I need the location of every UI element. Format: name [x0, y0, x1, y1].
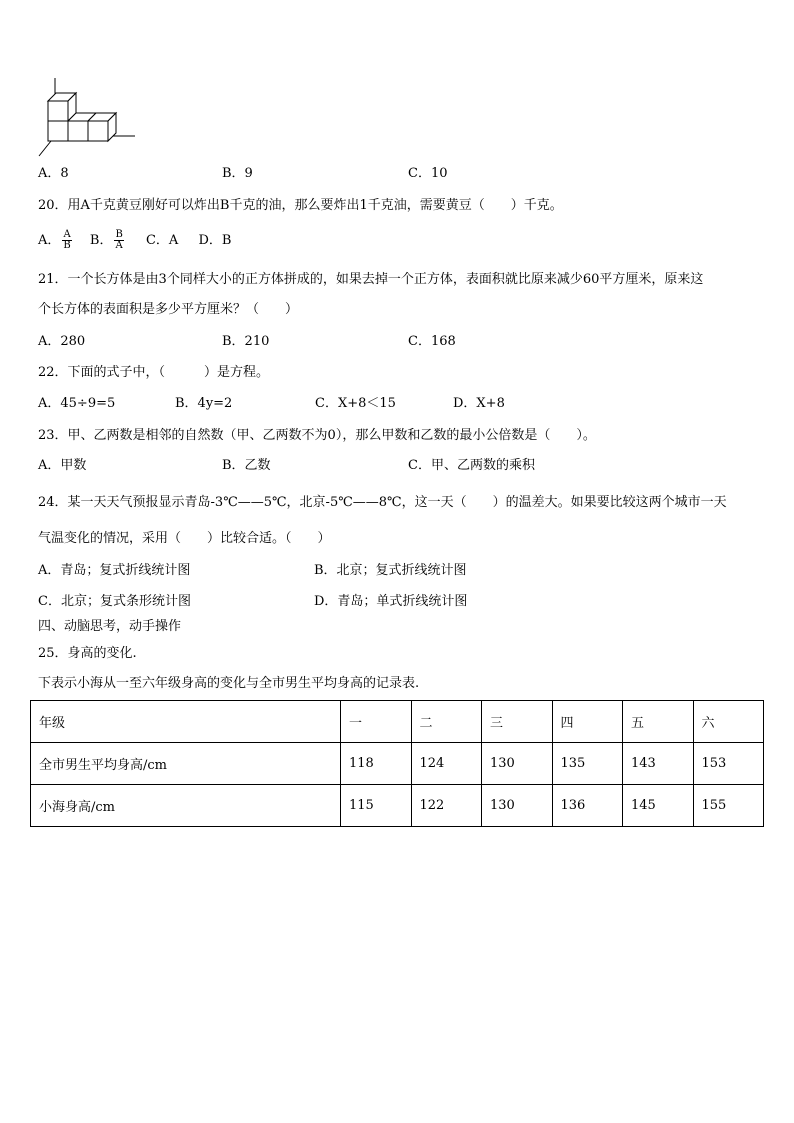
q19-option-a: A．8: [38, 166, 69, 181]
table-cell: 118: [341, 743, 412, 785]
q24-option-d: D．青岛；单式折线统计图: [314, 594, 468, 609]
q22-option-a: A．45÷9=5: [38, 396, 116, 411]
q21-line2: 个长方体的表面积是多少平方厘米？（ ）: [38, 302, 299, 317]
table-cell: 全市男生平均身高/cm: [31, 743, 341, 785]
table-cell: 130: [482, 743, 553, 785]
q25-title: 25．身高的变化.: [38, 646, 137, 661]
table-header-cell: 五: [623, 701, 694, 743]
table-row: [31, 743, 764, 785]
q20-text: 20．用A千克黄豆刚好可以炸出B千克的油，那么要炸出1千克油，需要黄豆（ ）千克。: [38, 198, 563, 213]
section-heading: 四、动脑思考，动手操作: [38, 619, 182, 634]
q21-option-b: B．210: [222, 334, 270, 349]
q24-line1: 24．某一天天气预报显示青岛-3℃——5℃，北京-5℃——8℃，这一天（ ）的温差大。如果要比较这两个城市一天: [38, 495, 727, 510]
table-cell: 135: [552, 743, 623, 785]
table-cell: 小海身高/cm: [31, 785, 341, 827]
q24-option-c: C．北京；复式条形统计图: [38, 594, 191, 609]
cube-figure: [35, 76, 140, 158]
q23-option-a: A．甲数: [38, 458, 87, 473]
table-header-cell: 六: [693, 701, 764, 743]
q19-option-c: C．10: [408, 166, 448, 181]
q23-option-b: B．乙数: [222, 458, 271, 473]
q23-option-c: C．甲、乙两数的乘积: [408, 458, 535, 473]
q22-option-d: D．X+8: [453, 396, 505, 411]
q22-option-b: B．4y=2: [175, 396, 233, 411]
q24-option-a: A．青岛；复式折线统计图: [38, 563, 191, 578]
q24-option-b: B．北京；复式折线统计图: [314, 563, 467, 578]
table-header-cell: 一: [341, 701, 412, 743]
table-cell: 145: [623, 785, 694, 827]
q21-line1: 21．一个长方体是由3个同样大小的正方体拼成的，如果去掉一个正方体，表面积就比原来减少60平方厘米，原来这: [38, 272, 704, 287]
table-cell: 124: [411, 743, 482, 785]
q22-option-c: C．X+8＜15: [315, 396, 396, 411]
table-cell: 155: [693, 785, 764, 827]
table-header-cell: 三: [482, 701, 553, 743]
q23-text: 23．甲、乙两数是相邻的自然数（甲、乙两数不为0），那么甲数和乙数的最小公倍数是（ ）。: [38, 428, 596, 443]
table-cell: 136: [552, 785, 623, 827]
q24-line2: 气温变化的情况，采用（ ）比较合适。（ ）: [38, 531, 331, 546]
q22-text: 22．下面的式子中，（ ）是方程。: [38, 365, 270, 380]
table-cell: 122: [411, 785, 482, 827]
q19-option-b: B．9: [222, 166, 253, 181]
q20-option-c: C．A: [145, 233, 179, 248]
q25-intro: 下表示小海从一至六年级身高的变化与全市男生平均身高的记录表.: [38, 676, 420, 691]
q20-options: [38, 228, 231, 254]
q20-option-d: D．B: [198, 233, 232, 248]
q21-option-a: A．280: [38, 334, 86, 349]
table-header-cell: 二: [411, 701, 482, 743]
table-cell: 130: [482, 785, 553, 827]
q20-option-a-label: A．: [38, 233, 61, 248]
table-cell: 153: [693, 743, 764, 785]
q21-option-c: C．168: [408, 334, 456, 349]
table-header-cell: 年级: [31, 701, 341, 743]
table-header-row: [31, 701, 764, 743]
table-header-cell: 四: [552, 701, 623, 743]
q20-option-b-label: B．: [89, 233, 113, 248]
table-cell: 115: [341, 785, 412, 827]
table-cell: 143: [623, 743, 694, 785]
height-record-table: [30, 700, 764, 827]
q20-option-a-fraction: $\frac{A}{B}$: [63, 229, 71, 251]
table-row: [31, 785, 764, 827]
q20-option-b-fraction: $\frac{B}{A}$: [115, 229, 123, 251]
